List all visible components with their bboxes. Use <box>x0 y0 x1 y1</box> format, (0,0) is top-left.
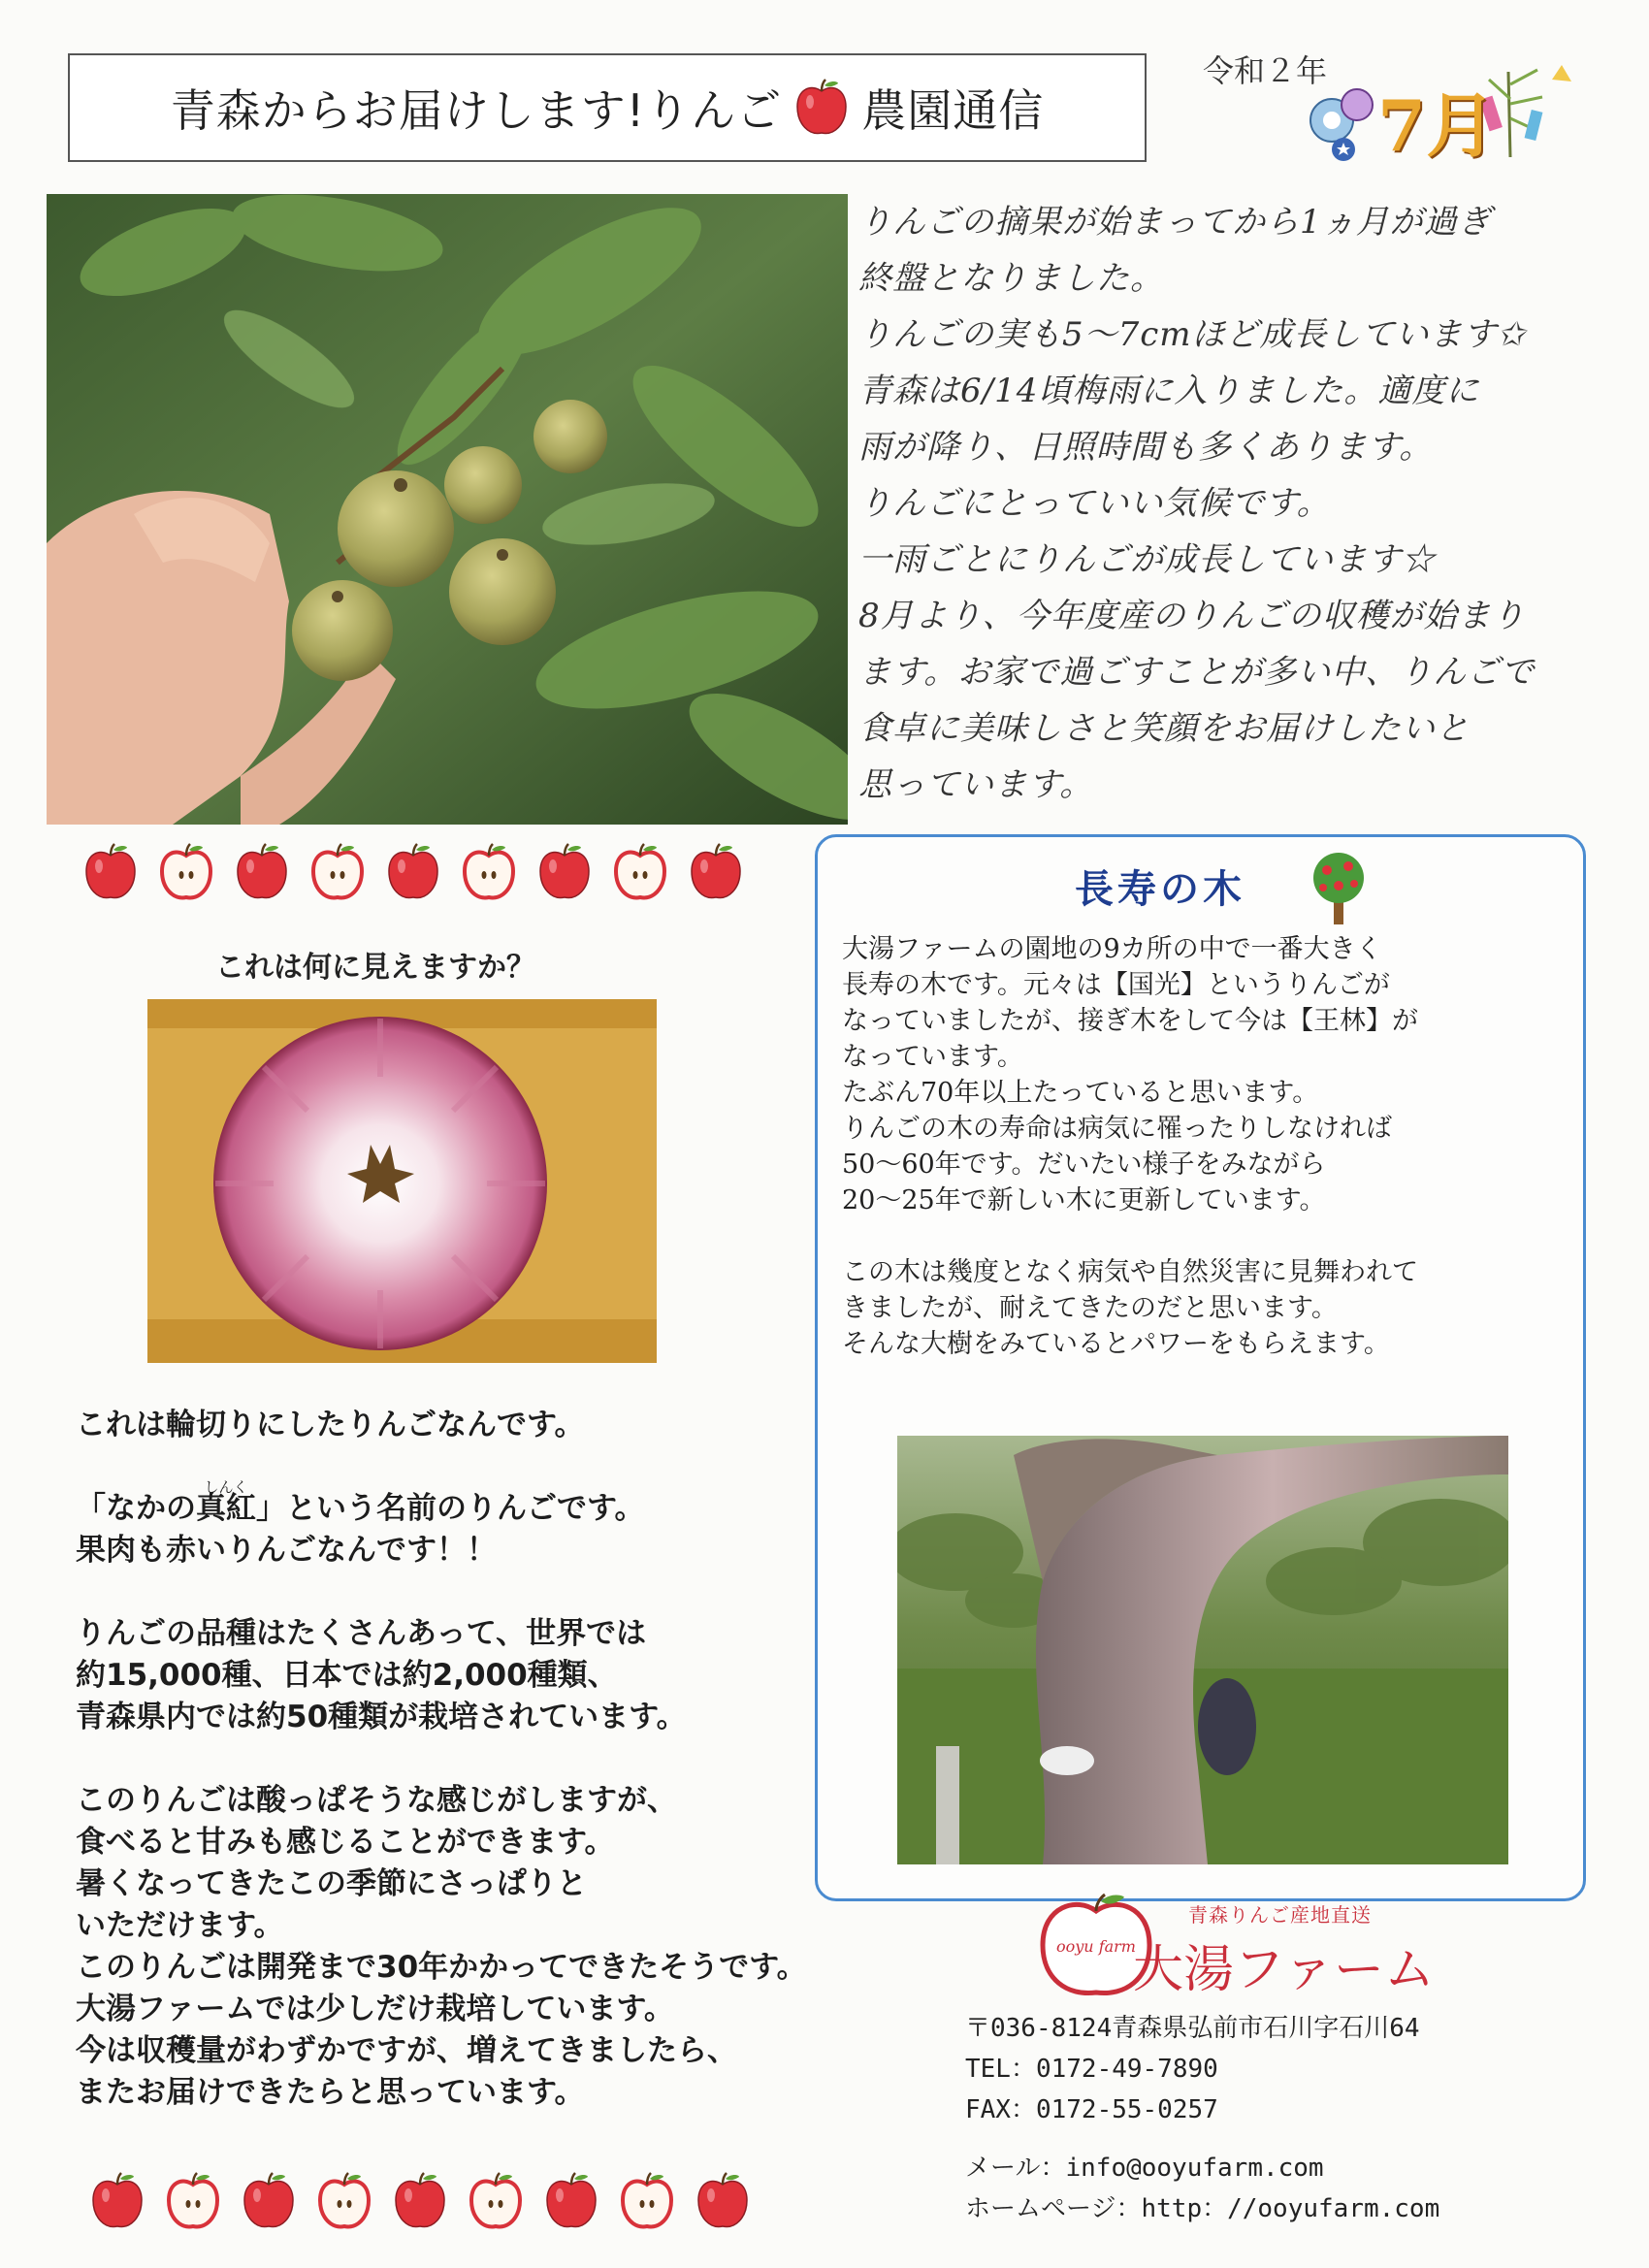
logo-farm-name: 大湯ファーム <box>1133 1941 1435 1999</box>
apple-cut-icon <box>461 842 517 902</box>
text-line: 50～60年です。だいたい様子をみながら <box>842 1150 1326 1180</box>
text-line: 20～25年で新しい木に更新しています。 <box>842 1185 1326 1215</box>
apple-cut-icon <box>165 2171 221 2231</box>
ruby-reading: しんく <box>204 1478 248 1496</box>
text-line: りんごの木の寿命は病気に罹ったりしなければ <box>842 1114 1392 1144</box>
apple-icon <box>688 842 744 902</box>
apple-icon <box>392 2171 448 2231</box>
text-line: きましたが、耐えてきたのだと思います。 <box>842 1293 1338 1323</box>
fax-text: FAX：0172-55-0257 <box>965 2095 1218 2124</box>
newsletter-title <box>68 53 1147 162</box>
text-line: 食べると甘みも感じることができます。 <box>76 1825 615 1860</box>
text-line: 大湯ファームでは少しだけ栽培しています。 <box>76 1992 674 2026</box>
handwritten-line: 一雨ごとにりんごが成長しています☆ <box>858 540 1436 579</box>
apple-divider-top <box>82 842 744 902</box>
text-fragment: 「なかの <box>76 1491 196 1526</box>
ruby-base: 真紅 <box>196 1491 256 1526</box>
apple-icon <box>792 78 852 138</box>
text-line: たぶん70年以上たっていると思います。 <box>842 1078 1319 1108</box>
apple-icon <box>536 842 593 902</box>
handwritten-line: ます。お家で過ごすことが多い中、りんごで <box>858 653 1536 692</box>
text-line: この木は幾度となく病気や自然災害に見舞われて <box>842 1257 1418 1287</box>
text-line: 暑くなってきたこの季節にさっぱりと <box>76 1866 587 1901</box>
apple-icon <box>234 842 290 902</box>
handwritten-line: 青森は6/14頃梅雨に入りました。適度に <box>858 372 1480 410</box>
text-line: 今は収穫量がわずかですが、増えてきましたら、 <box>76 2033 737 2068</box>
apple-cut-icon <box>619 2171 675 2231</box>
text-line: 長寿の木です。元々は【国光】というりんごが <box>842 970 1390 1000</box>
text-line: なっていましたが、接ぎ木をして今は【王林】が <box>842 1006 1418 1036</box>
tree-panel-body <box>842 931 1569 1362</box>
text-line: このりんごは開発まで30年かかってできたそうです。 <box>76 1950 807 1985</box>
text-line: なっています。 <box>842 1042 1023 1072</box>
text-line: 果肉も赤いりんごなんです！！ <box>76 1533 497 1568</box>
text-line: 約15,000種、日本では約2,000種類、 <box>76 1658 618 1693</box>
handwritten-line: りんごの摘果が始まってから1ヵ月が過ぎ <box>858 203 1492 242</box>
homepage-link[interactable]: ホームページ：http：//ooyufarm.com <box>965 2194 1440 2223</box>
apple-cut-icon <box>309 842 366 902</box>
apple-icon <box>241 2171 297 2231</box>
email-link[interactable]: メール：info@ooyufarm.com <box>965 2154 1324 2183</box>
text-line: そんな大樹をみているとパワーをもらえます。 <box>842 1329 1390 1359</box>
text-line: 大湯ファームの園地の9カ所の中で一番大きく <box>842 934 1382 964</box>
apple-divider-bottom <box>89 2171 751 2231</box>
handwritten-line: りんごの実も5～7cmほど成長しています✩ <box>858 315 1527 354</box>
month-label: 7月 <box>1377 84 1497 167</box>
text-line: またお届けできたらと思っています。 <box>76 2075 585 2110</box>
apple-icon <box>695 2171 751 2231</box>
old-apple-tree-photo <box>897 1436 1508 1864</box>
apple-icon <box>89 2171 146 2231</box>
tree-icon <box>1300 849 1377 926</box>
apple-slice-photo <box>147 999 657 1363</box>
apple-cut-icon <box>316 2171 372 2231</box>
era-label: 令和２年 <box>1203 52 1328 89</box>
logo-circle-text: ooyu farm <box>1056 1937 1136 1956</box>
handwritten-line: りんごにとっていい気候です。 <box>858 484 1331 523</box>
address-text: 〒036-8124青森県弘前市石川字石川64 <box>965 2014 1420 2043</box>
contact-info <box>965 2008 1439 2229</box>
apple-icon <box>82 842 139 902</box>
apple-cut-icon <box>612 842 668 902</box>
ruby-word <box>196 1478 256 1530</box>
handwritten-line: 終盤となりました。 <box>858 259 1164 298</box>
apple-icon <box>543 2171 599 2231</box>
text-line: いただけます。 <box>76 1908 284 1943</box>
title-text-right: 農園通信 <box>861 84 1045 137</box>
handwritten-line: 思っています。 <box>858 765 1094 804</box>
text-line: りんごの品種はたくさんあって、世界では <box>76 1616 647 1651</box>
text-line: このりんごは酸っぱそうな感じがしますが、 <box>76 1783 677 1818</box>
apple-cut-icon <box>158 842 214 902</box>
text-line: 青森県内では約50種類が栽培されています。 <box>76 1700 687 1734</box>
handwritten-line: 8月より、今年度産のりんごの収穫が始まり <box>858 597 1526 635</box>
logo-tagline: 青森りんご産地直送 <box>1188 1903 1372 1927</box>
handwritten-line: 雨が降り、日照時間も多くあります。 <box>858 428 1434 467</box>
title-text-left: 青森からお届けします!りんご <box>170 84 783 137</box>
question-heading: これは何に見えますか？ <box>215 951 535 985</box>
apple-icon <box>385 842 441 902</box>
handwritten-message <box>858 194 1625 813</box>
apple-fruitlets-photo <box>47 194 848 825</box>
text-fragment: 」という名前のりんごです。 <box>256 1491 645 1526</box>
handwritten-line: 食卓に美味しさと笑顔をお届けしたいと <box>858 709 1470 748</box>
text-line: これは輪切りにしたりんごなんです。 <box>76 1408 585 1442</box>
tel-text: TEL：0172-49-7890 <box>965 2055 1218 2084</box>
apple-cut-icon <box>468 2171 524 2231</box>
tree-panel-title: 長寿の木 <box>1075 866 1245 912</box>
